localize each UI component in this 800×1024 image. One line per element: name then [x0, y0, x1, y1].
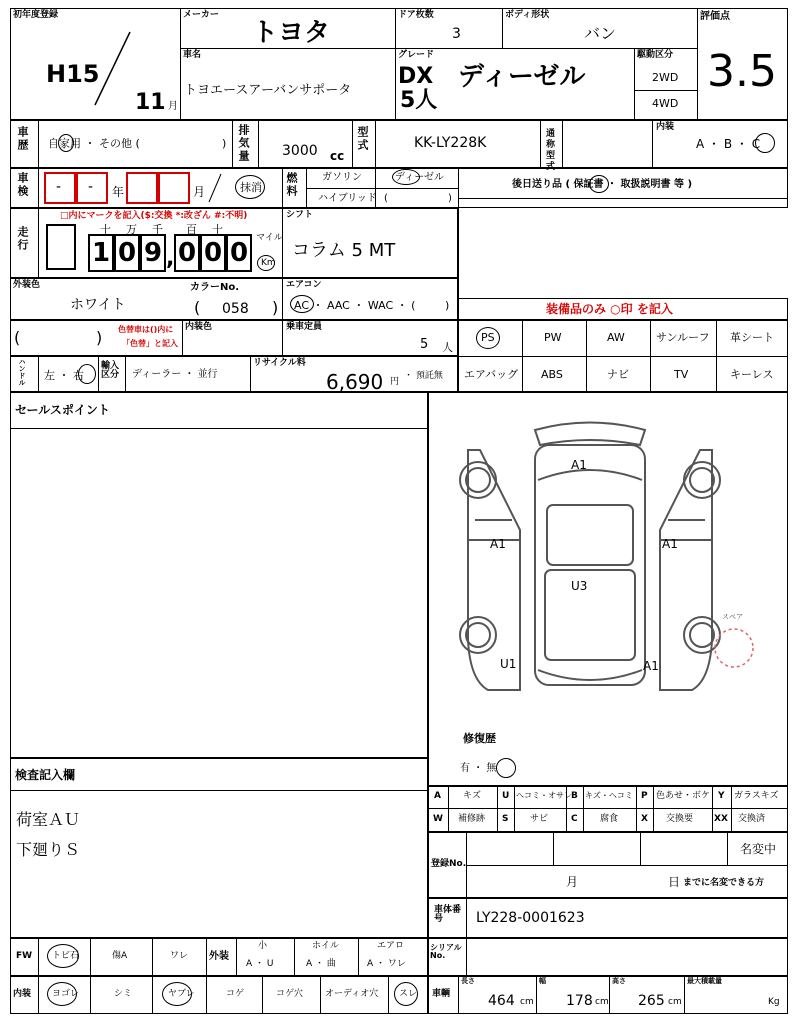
lg-u: U — [502, 791, 510, 801]
width-unit: cm — [595, 997, 609, 1007]
insp-month: 月 — [193, 185, 206, 199]
odo-digit-0 — [46, 224, 76, 270]
cc-close: ) — [96, 328, 103, 347]
mark-top: A1 — [571, 458, 587, 472]
equip-pw: PW — [544, 331, 562, 344]
odo-digit-5: 0 — [200, 234, 226, 272]
mile-label: マイル — [256, 233, 283, 243]
equip-leather: 革シート — [730, 331, 774, 344]
circle-warranty — [589, 175, 609, 193]
import-value: ディーラー ・ 並行 — [132, 369, 218, 380]
lg-p: P — [641, 791, 648, 801]
ac-label: エアコン — [286, 280, 322, 290]
lg-y: Y — [718, 791, 725, 801]
history-text: 自家用 ・ その他 ( — [48, 137, 140, 150]
colorno-label: カラーNo. — [190, 282, 240, 293]
color-change-row — [10, 320, 458, 356]
maker-value: トヨタ — [252, 18, 331, 48]
mark-left-rear: U1 — [500, 657, 517, 671]
int-shimi: シミ — [114, 989, 133, 999]
fw-kizu: 傷A — [112, 951, 128, 961]
fuel-hybrid-close: ) — [448, 193, 452, 204]
mark-right: A1 — [662, 537, 678, 551]
serial-label: シリアルNo. — [430, 943, 462, 960]
fw-label: FW — [16, 951, 33, 961]
notes-line-1: 荷室ＡＵ — [16, 810, 81, 829]
fw-aero-label: エアロ — [377, 941, 405, 951]
int-yogore: ヨゴレ — [52, 989, 80, 999]
mark-left: A1 — [490, 537, 506, 551]
int-audio: オーディオ穴 — [325, 989, 379, 999]
odo-digit-2: 0 — [114, 234, 140, 272]
capacity-unit: 人 — [442, 341, 453, 354]
equip-navi: ナビ — [607, 368, 629, 381]
width-label: 幅 — [539, 977, 546, 985]
length-unit: cm — [520, 997, 534, 1007]
equip-abs: ABS — [541, 368, 563, 381]
model-label: 型式 — [356, 126, 369, 152]
lg-w-t: 補修跡 — [458, 814, 486, 824]
lg-s-t: サビ — [530, 814, 549, 824]
disp-label: 排気量 — [237, 124, 250, 163]
shift-label: シフト — [286, 210, 314, 220]
height-label: 高さ — [612, 977, 626, 985]
colorno-close: ) — [272, 298, 279, 317]
unit-ju-man: 十 — [100, 223, 111, 236]
reg-label: 初年度登録 — [13, 10, 59, 20]
mark-center: U3 — [571, 579, 588, 593]
circle-km — [257, 255, 275, 271]
insp-dash-1: - — [56, 179, 62, 195]
chassis-value: LY228-0001623 — [476, 910, 585, 926]
car-diagram — [440, 410, 740, 710]
trim-persons: 5人 — [400, 88, 438, 113]
unit-hyaku: 百 — [186, 223, 197, 236]
reg-month-lbl: 月 — [566, 875, 579, 889]
drive-label: 駆動区分 — [637, 50, 674, 60]
fuel-label: 燃料 — [285, 172, 298, 198]
load-unit: Kg — [768, 997, 780, 1007]
circle-tobiishi — [47, 944, 79, 968]
reg-deadline: までに名変できる方 — [683, 878, 765, 888]
equip-airbag: エアバッグ — [464, 368, 519, 381]
chassis-label: 車体番号 — [434, 905, 462, 924]
repair-label: 修復歴 — [463, 732, 496, 745]
mileage-label: 走行 — [16, 226, 29, 252]
reg-day-lbl: 日 — [668, 875, 681, 889]
change-note-1: 色替車は()内に — [118, 325, 174, 334]
drive-2wd: 2WD — [652, 71, 679, 84]
circle-none — [496, 758, 516, 778]
lg-a-t: キズ — [463, 791, 481, 801]
int-kogeana: コゲ穴 — [276, 989, 304, 999]
trim-label: グレード — [398, 50, 435, 60]
fw-small-label: 小 — [258, 941, 268, 951]
serial-box — [428, 938, 788, 976]
size-box — [428, 976, 788, 1014]
height-value: 265 — [638, 993, 665, 1009]
equip-keyless: キーレス — [730, 368, 774, 381]
odo-digit-6: 0 — [226, 234, 252, 272]
repair-value: 有 ・ 無 — [460, 763, 497, 774]
lg-c: C — [571, 814, 578, 824]
insp-expired: 抹消 — [240, 181, 262, 194]
handle-label: ハンドル — [18, 358, 26, 386]
ext-color-label: 外装色 — [13, 280, 41, 290]
lg-x: X — [641, 814, 648, 824]
capacity-label: 乗車定員 — [286, 322, 323, 332]
circle-jika — [58, 134, 74, 152]
name-change: 名変中 — [740, 842, 777, 856]
height-unit: cm — [668, 997, 682, 1007]
equip-tv: TV — [674, 368, 689, 381]
reg-month: 11 — [135, 90, 166, 115]
body-label: ボディ形状 — [505, 10, 550, 20]
lg-w: W — [433, 814, 443, 824]
circle-diesel — [392, 169, 420, 185]
doors-label: ドア枚数 — [398, 10, 434, 20]
import-label: 輸入区分 — [101, 361, 120, 380]
lg-a: A — [434, 791, 441, 801]
equip-ps: PS — [481, 331, 495, 344]
fw-small: A ・ U — [246, 959, 274, 969]
length-value: 464 — [488, 993, 515, 1009]
recycle-value: 6,690 — [326, 370, 384, 394]
equip-header-text: 装備品のみ ○印 を記入 — [546, 302, 673, 316]
odo-comma: , — [166, 246, 175, 271]
doors-value: 3 — [452, 26, 461, 42]
fuel-gasoline: ガソリン — [322, 172, 362, 183]
later-label: 後日送り品 ( 保証書 ・ 取扱説明書 等 ) — [512, 179, 693, 190]
insp-dash-2: - — [88, 179, 94, 195]
history-label: 車歴 — [16, 126, 29, 152]
interior-label: 内装 — [656, 122, 675, 132]
recycle-unit: 円 — [390, 377, 400, 387]
trim-dx: DX — [398, 64, 434, 89]
sales-box — [10, 392, 428, 758]
equip-sunroof: サンルーフ — [656, 331, 710, 344]
fuel-hybrid-open: ( — [384, 193, 388, 204]
reg-era-year: H15 — [46, 60, 100, 88]
spare-label: スペア — [722, 613, 743, 621]
capacity-value: 5 — [420, 337, 429, 352]
odo-digit-1: 1 — [88, 234, 114, 272]
drive-4wd: 4WD — [652, 97, 679, 110]
ac-value: AC ・ AAC ・ WAC ・ ( — [294, 299, 416, 312]
width-value: 178 — [566, 993, 593, 1009]
lg-b-t: キズ・ヘコミ — [585, 791, 633, 800]
equip-aw: AW — [607, 331, 625, 344]
inspection-label: 車検 — [16, 172, 29, 198]
int-koge: コゲ — [226, 989, 245, 999]
lg-p-t: 色あせ・ボケ — [656, 791, 711, 801]
insp-year: 年 — [112, 185, 125, 199]
inner-color-label: 内装色 — [185, 322, 213, 332]
int-yabure: ヤブレ — [168, 989, 195, 999]
circle-ac — [290, 295, 314, 313]
fw-ware: ワレ — [170, 951, 189, 961]
circle-expired — [235, 175, 265, 199]
recycle-label: リサイクル料 — [253, 358, 306, 368]
circle-ps — [476, 327, 500, 349]
notes-line-2: 下廻りＳ — [16, 840, 81, 859]
odo-digit-4: 0 — [174, 234, 200, 272]
mileage-note: □内にマークを記入($:交換 *:改ざん #:不明) — [60, 211, 248, 221]
body-value: バン — [584, 24, 617, 43]
ac-close: ) — [445, 299, 450, 312]
circle-right — [78, 364, 96, 384]
ext-color-value: ホワイト — [70, 297, 126, 313]
colorno-open: ( — [194, 298, 201, 317]
disp-unit: cc — [330, 149, 345, 163]
spare-tire — [712, 626, 756, 670]
notes-label: 検査記入欄 — [15, 768, 76, 782]
colorno-value: 058 — [222, 301, 249, 317]
lg-u-t: ヘコミ・オサレ — [516, 791, 572, 800]
int-sure: スレ — [399, 989, 418, 999]
length-label: 長さ — [461, 977, 475, 985]
lg-xx: XX — [714, 814, 728, 824]
size-label: 車輌 — [432, 989, 451, 999]
circle-yogore — [47, 982, 80, 1006]
change-note-2: 「色替」と記入 — [122, 339, 178, 348]
cc-open: ( — [14, 328, 21, 347]
slash-mark — [90, 30, 140, 110]
shift-value: コラム 5 MT — [292, 240, 396, 261]
load-label: 最大積載量 — [687, 977, 722, 985]
maker-label: メーカー — [183, 10, 219, 20]
sales-label: セールスポイント — [15, 403, 110, 417]
lg-s: S — [502, 814, 509, 824]
reg-no-label: 登録No. — [431, 859, 467, 869]
history-close: ) — [222, 137, 227, 150]
common-label: 通称型式 — [544, 128, 554, 172]
circle-sure — [394, 982, 418, 1006]
fw-tobiishi: トビ石 — [52, 951, 80, 961]
fw-aero: A ・ ワレ — [367, 959, 406, 969]
interior-value: A ・ B ・ C — [696, 137, 761, 151]
reg-month-unit: 月 — [168, 101, 178, 112]
model-value: KK-LY228K — [414, 135, 487, 151]
grade-label: 評価点 — [700, 11, 730, 22]
unit-sen: 千 — [152, 223, 163, 236]
fw-ext-label: 外装 — [209, 951, 229, 962]
odo-digit-3: 9 — [140, 234, 166, 272]
fuel-hybrid: ハイブリッド — [318, 193, 377, 204]
km-label: Km — [261, 258, 276, 268]
disp-value: 3000 — [282, 143, 318, 159]
fw-wheel: A ・ 曲 — [306, 959, 336, 969]
recycle-deposit: ・ 預託無 — [404, 371, 443, 381]
int-label: 内装 — [13, 989, 32, 999]
lg-b: B — [571, 791, 578, 801]
lg-c-t: 腐食 — [600, 814, 619, 824]
unit-ju: 十 — [212, 223, 223, 236]
grade-score: 3.5 — [707, 46, 777, 97]
trim-diesel: ディーゼル — [458, 62, 586, 92]
handle-value: 左 ・ 右 — [44, 369, 84, 382]
lg-xx-t: 交換済 — [738, 814, 766, 824]
unit-man: 万 — [126, 223, 137, 236]
circle-yabure — [162, 982, 192, 1006]
fw-wheel-label: ホイル — [312, 941, 340, 951]
circle-interior-c — [755, 133, 775, 153]
name-label: 車名 — [183, 50, 202, 60]
fuel-diesel: ディーゼル — [395, 172, 444, 183]
lg-y-t: ガラスキズ — [734, 791, 779, 801]
lg-x-t: 交換要 — [666, 814, 694, 824]
mark-right-rear: A1 — [643, 659, 659, 673]
name-value: トヨエースアーバンサポータ — [184, 83, 352, 98]
